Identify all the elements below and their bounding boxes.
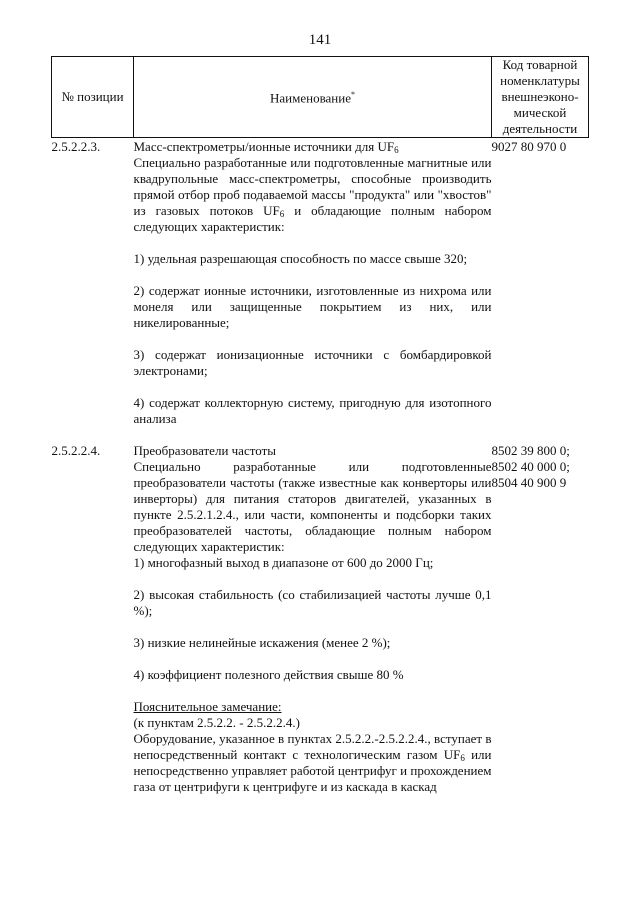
row-codes	[492, 427, 589, 795]
header-name: Наименование*	[134, 57, 492, 138]
list-item: 4) содержат коллекторную систему, пригодную для изотопного анализа	[133, 395, 492, 426]
table-row	[52, 138, 589, 428]
row-title: Преобразователи частоты	[133, 443, 276, 458]
list-item: 4) коэффициент полезного действия свыше 80 %	[133, 667, 404, 682]
note-title: Пояснительное замечание:	[133, 699, 282, 714]
list-item: 1) многофазный выход в диапазоне от 600 до 2000 Гц;	[133, 555, 434, 570]
code-value: 8504 40 900 9	[491, 475, 567, 490]
list-item: 2) высокая стабильность (со стабилизацией частоты лучше 0,1 %);	[133, 587, 492, 618]
header-code: Код товарной номенклатуры внешнеэконо-мической деятельности	[492, 57, 589, 138]
page-number: 141	[308, 32, 332, 48]
list-item: 1) удельная разрешающая способность по массе свыше 320;	[133, 251, 468, 266]
classification-table	[51, 56, 589, 795]
code-value: 8502 39 800 0;	[491, 443, 570, 458]
note-text: Оборудование, указанное в пунктах 2.5.2.2.-2.5.2.2.4., вступает в непосредственный контакт с технологическим газом $UF_6$ или непосредственно управляет работой центрифуг и прохождением газа от центрифуги к центрифуге и из каскада в каскад	[133, 731, 492, 794]
list-item: 3) содержат ионизационные источники с бомбардировкой электронами;	[133, 347, 492, 378]
code-value: 9027 80 970 0	[491, 139, 567, 154]
row-title: Масс-спектрометры/ионные источники для $UF_6$	[133, 139, 399, 155]
list-item: 3) низкие нелинейные искажения (менее 2 %);	[133, 635, 391, 650]
row-codes	[492, 138, 589, 428]
table-row	[52, 427, 589, 795]
row-position: 2.5.2.2.4.	[51, 443, 101, 458]
row-text: Специально разработанные или подготовленные преобразователи частоты (также известные как конверторы или инверторы) для питания статоров двигателей, указанных в пункте 2.5.2.1.2.4., или части, компоненты и подсборки таких преобразователей частоты, обладающие полным набором следующих характеристик:	[133, 459, 492, 554]
row-text: Специально разработанные или подготовленные магнитные или квадрупольные масс-спектрометры, способные производить прямой отбор проб подаваемой массы "продукта" или "хвостов" из газовых потоков $UF_6$ и обладающие полным набором следующих характеристик:	[133, 155, 492, 234]
row-description	[134, 427, 492, 795]
code-value: 8502 40 000 0;	[491, 459, 570, 474]
row-description	[134, 138, 492, 428]
note-reference: (к пунктам 2.5.2.2. - 2.5.2.2.4.)	[133, 715, 300, 730]
list-item: 2) содержат ионные источники, изготовленные из нихрома или монеля или защищенные покрытием из них, или никелированные;	[133, 283, 492, 330]
header-position: № позиции	[52, 57, 134, 138]
footnote-marker: *	[351, 90, 355, 100]
table-header-row	[52, 57, 589, 138]
row-position: 2.5.2.2.3.	[51, 139, 101, 154]
